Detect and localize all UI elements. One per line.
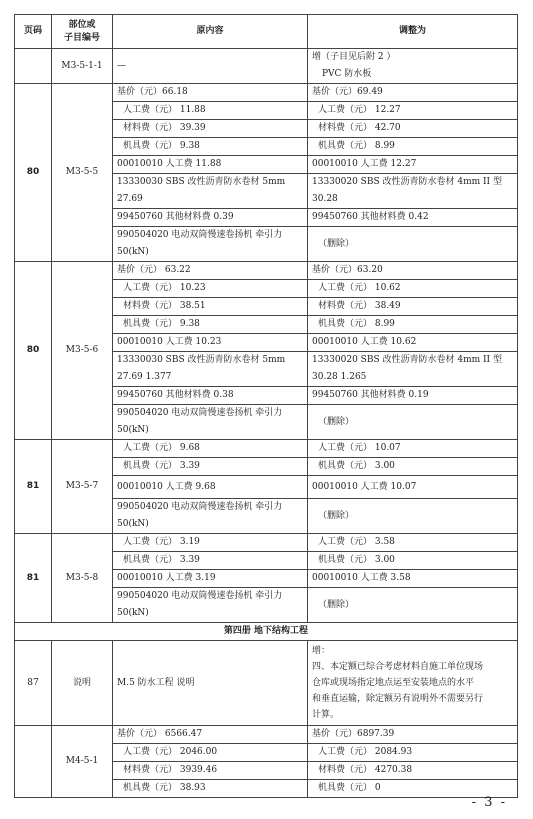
page-ref: 80 xyxy=(15,84,52,262)
original-cell: 人工费（元） 3.19 xyxy=(113,534,308,552)
original-cell: 材料费（元） 3939.46 xyxy=(113,762,308,780)
adjusted-cell: 00010010 人工费 12.27 xyxy=(308,156,518,174)
page-ref: 80 xyxy=(15,262,52,440)
original-cell: 人工费（元） 2046.00 xyxy=(113,744,308,762)
adjusted-cell: 基价（元）63.20 xyxy=(308,262,518,280)
adjusted-cell: 13330020 SBS 改性沥青防水卷材 4mm II 型 30.28 1.265 xyxy=(308,352,518,387)
adjusted-cell: 基价（元）69.49 xyxy=(308,84,518,102)
original-cell: 00010010 人工费 10.23 xyxy=(113,334,308,352)
adjusted-cell: 99450760 其他材料费 0.19 xyxy=(308,387,518,405)
original-cell: 机具费（元） 38.93 xyxy=(113,780,308,798)
item-code: 说明 xyxy=(52,641,113,726)
table-row xyxy=(15,534,518,552)
adjusted-cell: 99450760 其他材料费 0.42 xyxy=(308,209,518,227)
adjusted-cell: 00010010 人工费 10.62 xyxy=(308,334,518,352)
original-cell: 990504020 电动双筒慢速卷扬机 牵引力 50(kN) xyxy=(113,588,308,623)
table-row xyxy=(15,84,518,102)
adjusted-cell: 人工费（元） 12.27 xyxy=(308,102,518,120)
item-code: M3-5-5 xyxy=(52,84,113,262)
original-cell: 00010010 人工费 9.68 xyxy=(113,476,308,499)
item-code: M3-5-6 xyxy=(52,262,113,440)
adjusted-cell: 人工费（元） 2084.93 xyxy=(308,744,518,762)
adjusted-cell: 机具费（元） 3.00 xyxy=(308,552,518,570)
original-cell: 机具费（元） 9.38 xyxy=(113,316,308,334)
original-cell: 13330030 SBS 改性沥青防水卷材 5mm 27.69 xyxy=(113,174,308,209)
header-row xyxy=(15,15,518,49)
adjusted-cell: 增（子目见后附 2 ） PVC 防水板 xyxy=(308,49,518,84)
page-ref: 81 xyxy=(15,440,52,534)
adjusted-cell: 材料费（元） 42.70 xyxy=(308,120,518,138)
item-code: M3-5-1-1 xyxy=(52,49,113,84)
original-cell: 99450760 其他材料费 0.38 xyxy=(113,387,308,405)
page-ref: 81 xyxy=(15,534,52,623)
original-cell: 机具费（元） 3.39 xyxy=(113,458,308,476)
original-cell: 00010010 人工费 11.88 xyxy=(113,156,308,174)
table-row xyxy=(15,641,518,726)
adjusted-cell: 人工费（元） 10.07 xyxy=(308,440,518,458)
original-cell: 人工费（元） 9.68 xyxy=(113,440,308,458)
original-cell: 材料费（元） 39.39 xyxy=(113,120,308,138)
original-cell: 人工费（元） 10.23 xyxy=(113,280,308,298)
table-row xyxy=(15,726,518,744)
original-cell: 基价（元）66.18 xyxy=(113,84,308,102)
original-cell: M.5 防水工程 说明 xyxy=(113,641,308,726)
adjusted-cell: 材料费（元） 38.49 xyxy=(308,298,518,316)
adjusted-cell: （删除） xyxy=(308,499,518,534)
table-row xyxy=(15,440,518,458)
table-row xyxy=(15,49,518,84)
original-cell: 机具费（元） 9.38 xyxy=(113,138,308,156)
adjusted-cell: 00010010 人工费 10.07 xyxy=(308,476,518,499)
original-cell: 人工费（元） 11.88 xyxy=(113,102,308,120)
section-row xyxy=(15,623,518,641)
original-cell: 13330030 SBS 改性沥青防水卷材 5mm 27.69 1.377 xyxy=(113,352,308,387)
adjustment-table xyxy=(14,14,518,798)
adjusted-cell: 机具费（元） 8.99 xyxy=(308,316,518,334)
original-cell: 基价（元） 63.22 xyxy=(113,262,308,280)
page-number: - 3 - xyxy=(471,795,507,810)
header-code: 部位或 子目编号 xyxy=(52,15,113,49)
adjusted-cell: 材料费（元） 4270.38 xyxy=(308,762,518,780)
original-cell: 基价（元） 6566.47 xyxy=(113,726,308,744)
adjusted-cell: 00010010 人工费 3.58 xyxy=(308,570,518,588)
table-row xyxy=(15,262,518,280)
original-cell: 99450760 其他材料费 0.39 xyxy=(113,209,308,227)
adjusted-cell: 13330020 SBS 改性沥青防水卷材 4mm II 型 30.28 xyxy=(308,174,518,209)
original-cell: 990504020 电动双筒慢速卷扬机 牵引力 50(kN) xyxy=(113,499,308,534)
item-code: M4-5-1 xyxy=(52,726,113,798)
original-cell: 990504020 电动双筒慢速卷扬机 牵引力 50(kN) xyxy=(113,227,308,262)
original-cell: 材料费（元） 38.51 xyxy=(113,298,308,316)
original-cell: 00010010 人工费 3.19 xyxy=(113,570,308,588)
original-cell: 990504020 电动双筒慢速卷扬机 牵引力 50(kN) xyxy=(113,405,308,440)
adjusted-cell: 基价（元）6897.39 xyxy=(308,726,518,744)
adjusted-cell: 机具费（元） 0 xyxy=(308,780,518,798)
header-page: 页码 xyxy=(15,15,52,49)
adjusted-cell: （删除） xyxy=(308,227,518,262)
adjusted-cell: 人工费（元） 10.62 xyxy=(308,280,518,298)
item-code: M3-5-7 xyxy=(52,440,113,534)
adjusted-cell: 机具费（元） 3.00 xyxy=(308,458,518,476)
header-original: 原内容 xyxy=(113,15,308,49)
adjusted-cell: （删除） xyxy=(308,588,518,623)
header-adjusted: 调整为 xyxy=(308,15,518,49)
adjusted-cell: （删除） xyxy=(308,405,518,440)
page-ref: 87 xyxy=(15,641,52,726)
adjusted-cell: 人工费（元） 3.58 xyxy=(308,534,518,552)
original-cell: 机具费（元） 3.39 xyxy=(113,552,308,570)
adjusted-cell: 机具费（元） 8.99 xyxy=(308,138,518,156)
original-cell: — xyxy=(113,49,308,84)
section-title: 第四册 地下结构工程 xyxy=(15,623,518,641)
adjusted-cell: 增： 四、本定额已综合考虑材料自施工单位现场 仓库或现场指定地点运至安装地点的水平 和垂直运输，除定额另有说明外不需要另行 计算。 xyxy=(308,641,518,726)
item-code: M3-5-8 xyxy=(52,534,113,623)
